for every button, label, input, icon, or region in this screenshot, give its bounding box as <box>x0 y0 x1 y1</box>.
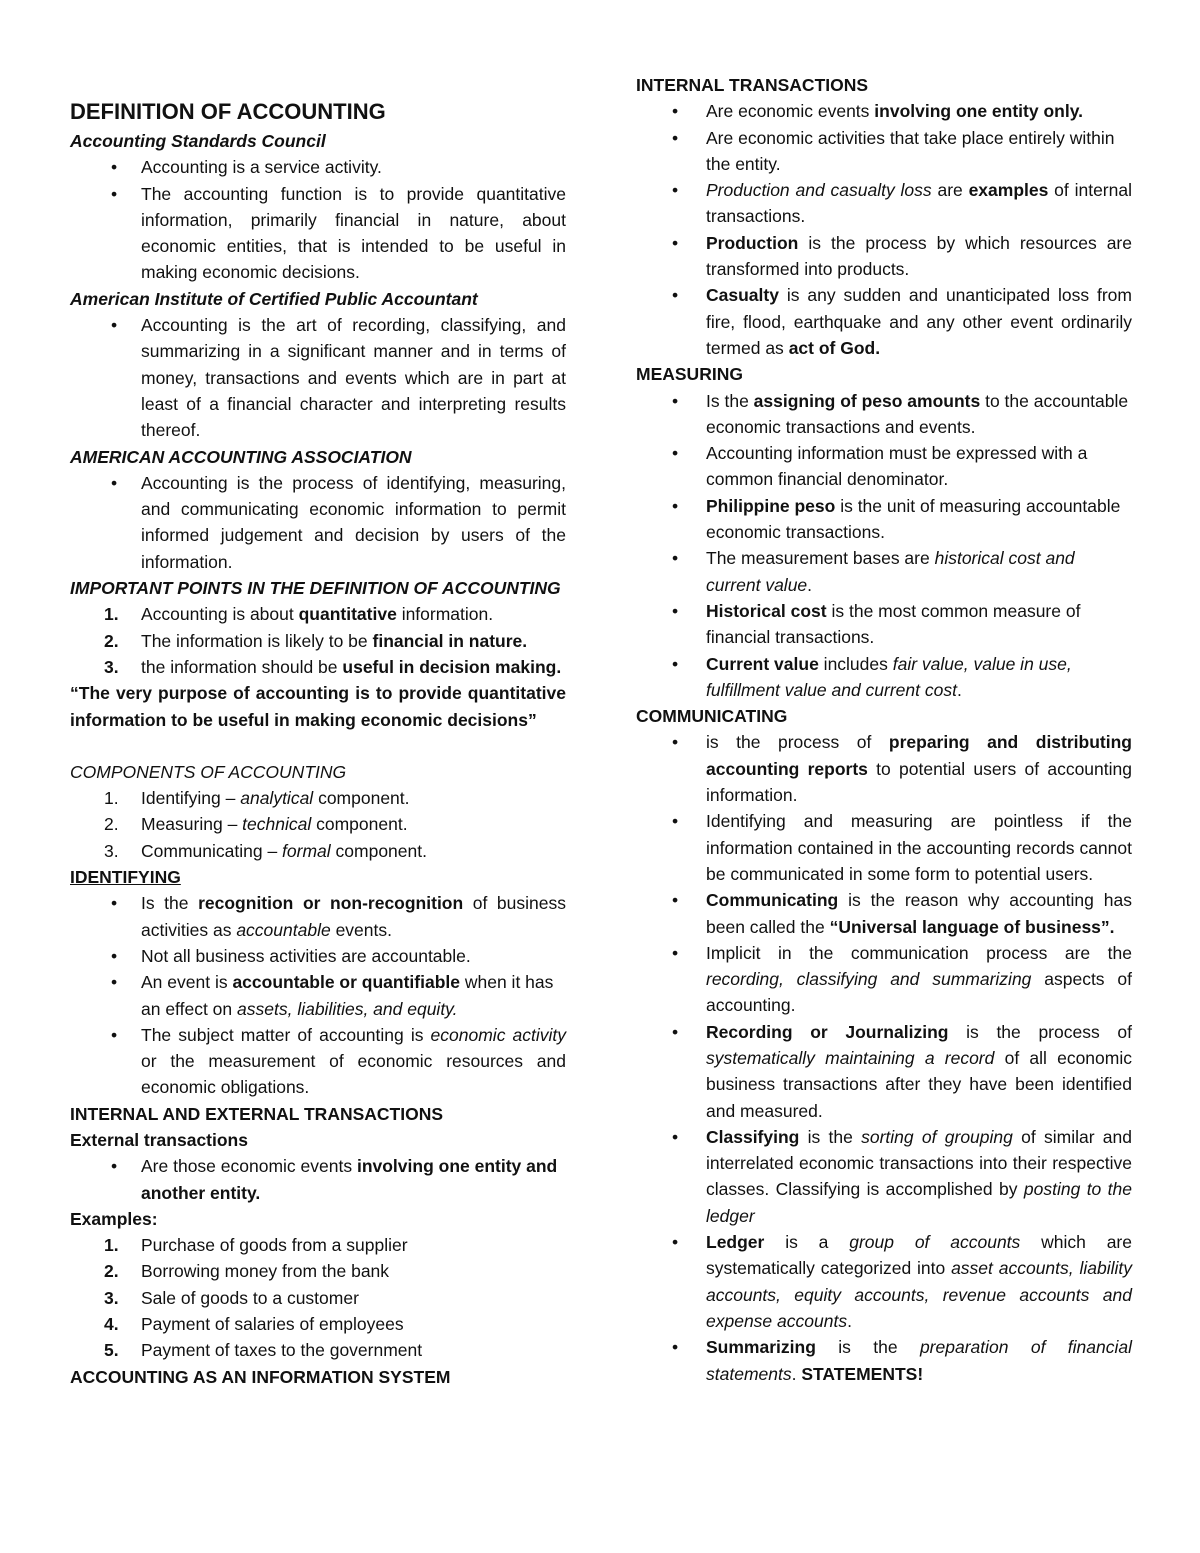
list-item: • The subject matter of accounting is economic activity or the measurement of economic resources and economic obligations. <box>70 1022 566 1101</box>
list-item: • Current value includes fair value, value in use, fulfillment value and current cost. <box>636 651 1132 704</box>
list-item: 2. Borrowing money from the bank <box>104 1261 390 1282</box>
list-item: • Summarizing is the preparation of financial statements. STATEMENTS! <box>636 1334 1132 1387</box>
list-item: • Are economic activities that take place entirely within the entity. <box>636 125 1132 178</box>
list-item: • Are economic events involving one entity only. <box>636 98 1132 124</box>
information-system-heading: ACCOUNTING AS AN INFORMATION SYSTEM <box>70 1366 451 1387</box>
aaa-heading: AMERICAN ACCOUNTING ASSOCIATION <box>70 446 412 467</box>
internal-transactions-heading: INTERNAL TRANSACTIONS <box>636 75 869 95</box>
examples-heading: Examples: <box>70 1208 158 1229</box>
list-item: 1. Purchase of goods from a supplier <box>104 1235 408 1256</box>
list-item: • The measurement bases are historical cost and current value. <box>636 545 1132 598</box>
page-title: DEFINITION OF ACCOUNTING <box>70 99 386 124</box>
list-item: • Accounting information must be expressed with a common financial denominator. <box>636 440 1132 493</box>
list-item: 3. Sale of goods to a customer <box>104 1287 359 1308</box>
list-item: 1. Accounting is about quantitative information. <box>104 604 494 625</box>
bullet-icon: • <box>672 548 679 569</box>
external-transactions-heading: External transactions <box>70 1129 248 1150</box>
list-item: • Philippine peso is the unit of measuring accountable economic transactions. <box>636 493 1132 546</box>
list-item: • Historical cost is the most common measure of financial transactions. <box>636 598 1132 651</box>
bullet-icon: • <box>111 893 118 914</box>
list-item: 2. Measuring – technical component. <box>104 814 408 835</box>
asc-heading: Accounting Standards Council <box>70 131 326 151</box>
bullet-icon: • <box>672 232 679 253</box>
bullet-icon: • <box>672 653 679 674</box>
list-item: • is the process of preparing and distributing accounting reports to potential users of accounting information. <box>636 729 1132 808</box>
internal-transactions-list <box>636 98 1132 361</box>
aicpa-heading: American Institute of Certified Public Accountant <box>70 288 478 309</box>
bullet-icon: • <box>672 1337 679 1358</box>
list-item: • The accounting function is to provide quantitative information, primarily financial in nature, about economic entities, that is intended to be useful in making economic decisions. <box>70 181 566 286</box>
bullet-icon: • <box>672 942 679 963</box>
list-item: • Casualty is any sudden and unanticipated loss from fire, flood, earthquake and any other event ordinarily termed as act of God. <box>636 282 1132 361</box>
bullet-icon: • <box>672 127 679 148</box>
bullet-icon: • <box>672 390 679 411</box>
list-item: 3. Communicating – formal component. <box>104 840 427 861</box>
list-item: • Are those economic events involving one entity and another entity. <box>70 1153 566 1206</box>
components-list <box>70 785 566 864</box>
list-item: • Accounting is a service activity. <box>70 154 566 180</box>
bullet-icon: • <box>111 945 118 966</box>
list-item: 3. the information should be useful in decision making. <box>104 656 562 677</box>
communicating-heading: COMMUNICATING <box>636 706 788 727</box>
list-item: 1. Identifying – analytical component. <box>104 788 410 809</box>
bullet-icon: • <box>672 600 679 621</box>
bullet-icon: • <box>672 1126 679 1147</box>
list-item: • Is the recognition or non-recognition of business activities as accountable events. <box>70 890 566 943</box>
identifying-list <box>70 890 566 1100</box>
aicpa-list <box>70 312 566 443</box>
components-heading: COMPONENTS OF ACCOUNTING <box>70 761 347 782</box>
identifying-heading: IDENTIFYING <box>70 867 181 888</box>
bullet-icon: • <box>672 1232 679 1253</box>
transactions-heading: INTERNAL AND EXTERNAL TRANSACTIONS <box>70 1103 444 1124</box>
list-item: • Implicit in the communication process are the recording, classifying and summarizing aspects of accounting. <box>636 940 1132 1019</box>
bullet-icon: • <box>111 315 118 336</box>
external-transactions-list <box>70 1153 566 1206</box>
bullet-icon: • <box>672 101 679 122</box>
bullet-icon: • <box>672 495 679 516</box>
bullet-icon: • <box>672 1021 679 1042</box>
bullet-icon: • <box>672 180 679 201</box>
bullet-icon: • <box>672 285 679 306</box>
list-item: • Accounting is the process of identifying, measuring, and communicating economic information to permit informed judgement and decision by users of the information. <box>70 470 566 575</box>
list-item: • Classifying is the sorting of grouping of similar and interrelated economic transactions into their respective classes. Classifying is accomplished by posting to the ledger <box>636 1124 1132 1229</box>
bullet-icon: • <box>111 183 118 204</box>
measuring-list <box>636 388 1132 704</box>
communicating-list <box>636 729 1132 1386</box>
list-item: • Ledger is a group of accounts which are systematically categorized into asset accounts, liability accounts, equity accounts, revenue accounts and expense accounts. <box>636 1229 1132 1334</box>
list-item: • Production is the process by which resources are transformed into products. <box>636 230 1132 283</box>
left-column <box>70 96 566 1390</box>
list-item: • Is the assigning of peso amounts to the accountable economic transactions and events. <box>636 388 1132 441</box>
bullet-icon: • <box>672 890 679 911</box>
bullet-icon: • <box>672 443 679 464</box>
right-column <box>636 72 1132 1387</box>
bullet-icon: • <box>111 472 118 493</box>
bullet-icon: • <box>672 811 679 832</box>
aaa-list <box>70 470 566 575</box>
measuring-heading: MEASURING <box>636 364 743 385</box>
list-item: 2. The information is likely to be financial in nature. <box>104 630 528 651</box>
list-item: • Not all business activities are accountable. <box>70 943 566 969</box>
bullet-icon: • <box>111 157 118 178</box>
list-item: • Production and casualty loss are examples of internal transactions. <box>636 177 1132 230</box>
list-item: 5. Payment of taxes to the government <box>104 1340 423 1361</box>
list-item: • Recording or Journalizing is the process of systematically maintaining a record of all economic business transactions after they have been identified and measured. <box>636 1019 1132 1124</box>
purpose-quote: “The very purpose of accounting is to provide quantitative information to be useful in making economic decisions” <box>70 683 566 730</box>
list-item: • Communicating is the reason why accounting has been called the “Universal language of business”. <box>636 887 1132 940</box>
bullet-icon: • <box>111 1024 118 1045</box>
list-item: • An event is accountable or quantifiable when it has an effect on assets, liabilities, and equity. <box>70 969 566 1022</box>
bullet-icon: • <box>111 972 118 993</box>
bullet-icon: • <box>111 1156 118 1177</box>
bullet-icon: • <box>672 732 679 753</box>
asc-list <box>70 154 566 285</box>
examples-list <box>70 1232 566 1363</box>
important-points-list <box>70 601 566 680</box>
list-item: • Accounting is the art of recording, classifying, and summarizing in a significant manner and in terms of money, transactions and events which are in part at least of a financial character and interpreting results thereof. <box>70 312 566 443</box>
important-points-heading: IMPORTANT POINTS IN THE DEFINITION OF ACCOUNTING <box>70 578 561 599</box>
list-item: • Identifying and measuring are pointless if the information contained in the accounting records cannot be communicated in some form to potential users. <box>636 808 1132 887</box>
list-item: 4. Payment of salaries of employees <box>104 1314 404 1335</box>
